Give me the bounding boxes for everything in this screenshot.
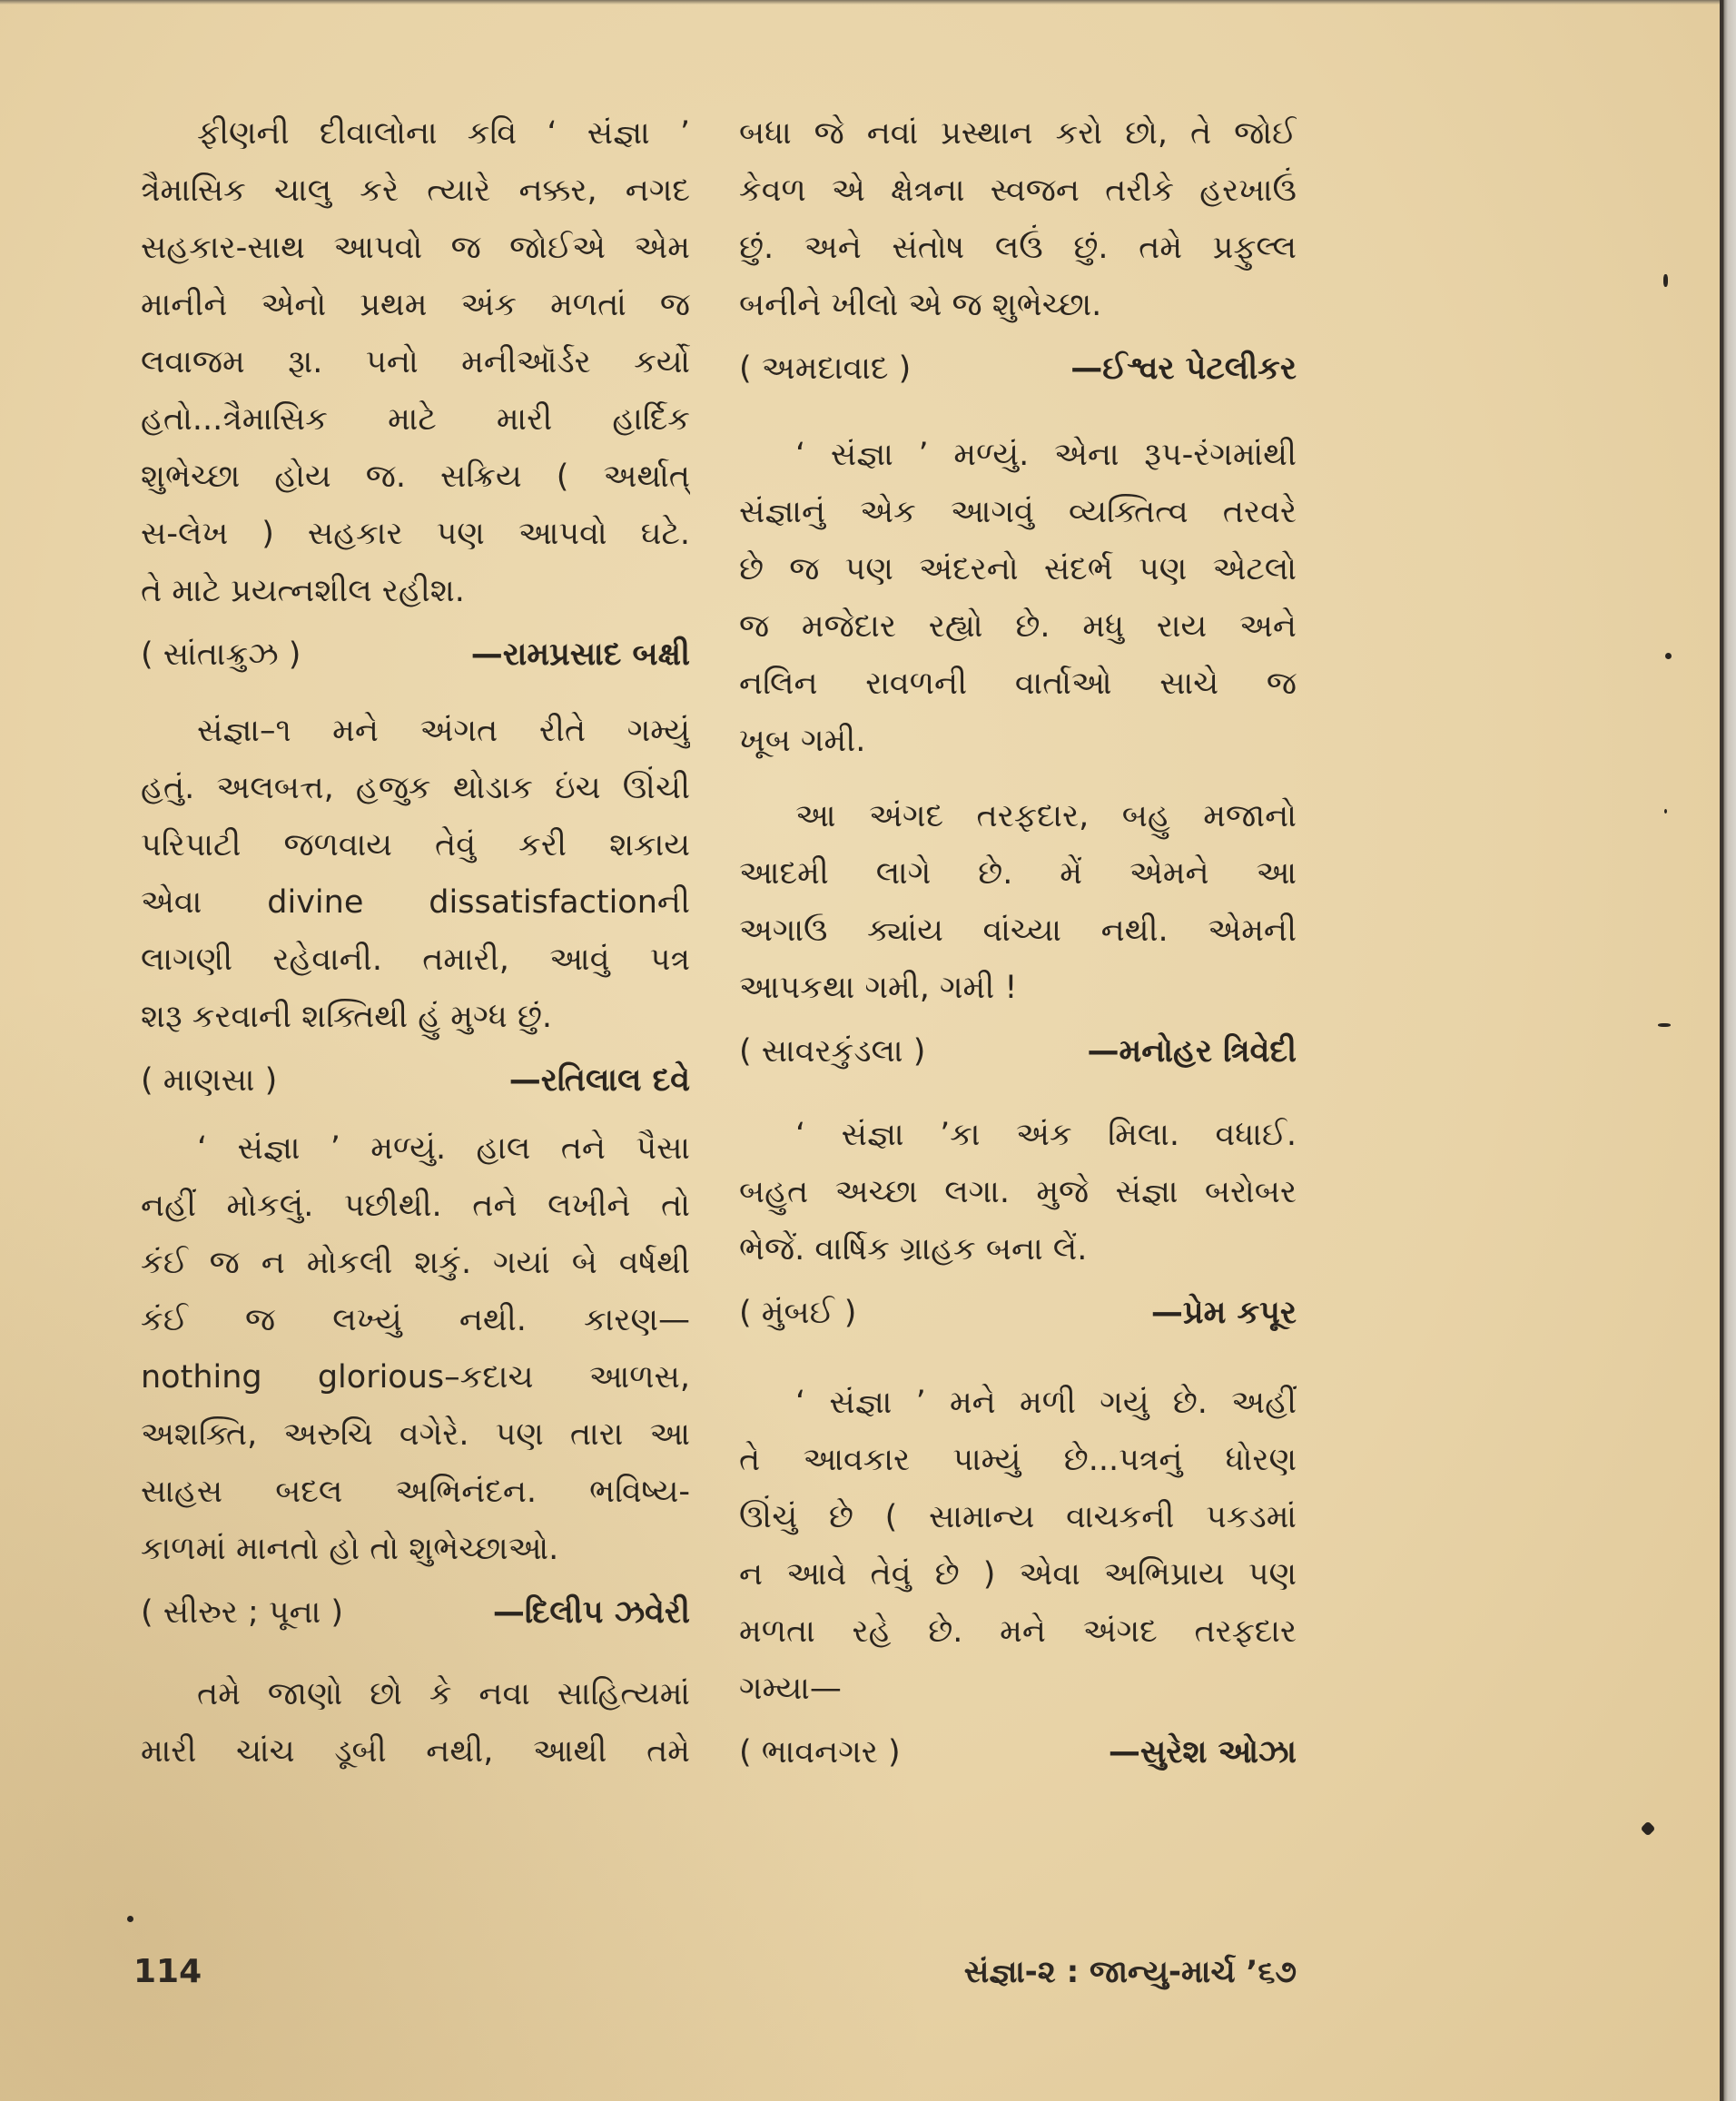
letter-text-line: પરિપાટી જળવાય તેવું કરી શકાય xyxy=(141,827,690,863)
letter-text-line: જ મજેદાર રહ્યો છે. મધુ રાય અને xyxy=(739,608,1297,645)
letter-text-line: ગમ્યા— xyxy=(739,1671,842,1707)
letter-block xyxy=(141,1666,690,1780)
letter-block xyxy=(141,105,690,684)
letter-signature-row xyxy=(739,1285,1297,1342)
letter-text-line: શરૂ કરવાની શક્તિથી હું મુગ્ધ છું. xyxy=(141,999,553,1035)
letter-signature-row xyxy=(141,1052,690,1110)
letter-text-line: nothing glorious–કદાચ આળસ, xyxy=(141,1359,690,1396)
letter-text-line: ભેજેં. વાર્ષિક ગ્રાહક બના લેં. xyxy=(739,1231,1088,1268)
letter-signature-row xyxy=(141,1584,690,1642)
letter-text-line: અશક્તિ, અરુચિ વગેરે. પણ તારા આ xyxy=(141,1416,690,1453)
letter-author: —રતિલાલ દવે xyxy=(508,1062,690,1099)
letter-text-line: આપકથા ગમી, ગમી ! xyxy=(739,970,1018,1006)
letter-text-line: શુભેચ્છા હોય જ. સક્રિય ( અર્થાત્ xyxy=(141,459,690,495)
letter-block xyxy=(739,1107,1297,1342)
scan-speck xyxy=(127,1916,133,1922)
letter-text-line: છે જ પણ અંદરનો સંદર્ભ પણ એટલો xyxy=(739,551,1297,587)
letter-text-line: બધા જે નવાં પ્રસ્થાન કરો છો, તે જોઈ xyxy=(739,115,1297,152)
letter-text-line: ‘ સંજ્ઞા ’ મળ્યું. એના રૂપ-રંગમાંથી xyxy=(795,437,1297,473)
letter-text-line: છું. અને સંતોષ લઉં છું. તમે પ્રફુલ્લ xyxy=(739,230,1297,266)
letter-text-line: આદમી લાગે છે. મેં એમને આ xyxy=(739,855,1297,892)
letter-author: —રામપ્રસાદ બક્ષી xyxy=(470,636,690,673)
letter-text-line: કંઈ જ ન મોકલી શકું. ગયાં બે વર્ષથી xyxy=(141,1245,690,1281)
letter-text-line: સાહસ બદલ અભિનંદન. ભવિષ્ય- xyxy=(141,1474,690,1510)
letter-text-line: લવાજમ રૂા. ૫નો મનીઑર્ડર કર્યો xyxy=(141,344,690,380)
letter-text-line: સ-લેખ ) સહકાર પણ આપવો ઘટે. xyxy=(141,516,690,552)
letter-block xyxy=(141,1120,690,1642)
letter-text-line: માનીને એનો પ્રથમ અંક મળતાં જ xyxy=(141,287,690,323)
letter-block xyxy=(739,105,1297,398)
letter-place: ( મુંબઈ ) xyxy=(739,1295,857,1331)
letter-text-line: નહીં મોકલું. પછીથી. તને લખીને તો xyxy=(141,1188,690,1224)
letter-signature-row xyxy=(141,626,690,684)
letter-author: —દિલીપ ઝવેરી xyxy=(492,1594,690,1631)
letter-text-line: મારી ચાંચ ડૂબી નથી, આથી તમે xyxy=(141,1733,690,1770)
letter-place: ( ભાવનગર ) xyxy=(739,1734,901,1771)
letter-block xyxy=(739,1375,1297,1781)
letter-text-line: કાળમાં માનતો હો તો શુભેચ્છાઓ. xyxy=(141,1531,559,1567)
letter-text-line: અગાઉ ક્યાંય વાંચ્યા નથી. એમની xyxy=(739,912,1297,949)
letter-place: ( સીરુર ; પૂના ) xyxy=(141,1594,344,1631)
letter-author: —મનોહર ત્રિવેદી xyxy=(1087,1033,1297,1070)
letter-place: ( સાવરકુંડલા ) xyxy=(739,1033,926,1070)
letter-text-line: બહુત અચ્છા લગા. મુજે સંજ્ઞા બરોબર xyxy=(739,1174,1297,1210)
letter-text-line: ‘ સંજ્ઞા ’ મળ્યું. હાલ તને પૈસા xyxy=(197,1130,690,1167)
scan-speck xyxy=(1664,809,1667,814)
letter-text-line: ત્રૈમાસિક ચાલુ કરે ત્યારે નક્કર, નગદ xyxy=(141,173,690,209)
letter-text-line: ફીણની દીવાલોના કવિ ‘ સંજ્ઞા ’ xyxy=(197,115,690,152)
letter-text-line: તે માટે પ્રયત્નશીલ રહીશ. xyxy=(141,573,465,609)
letter-signature-row xyxy=(739,1724,1297,1781)
letter-place: ( અમદાવાદ ) xyxy=(739,350,912,387)
letter-text-line: સંજ્ઞાનું એક આગવું વ્યક્તિત્વ તરવરે xyxy=(739,494,1297,530)
scan-speck xyxy=(1658,1023,1671,1027)
letter-text-line: હતું. અલબત્ત, હજુક થોડાક ઇંચ ઊંચી xyxy=(141,770,690,806)
letter-text-line: ‘ સંજ્ઞા ’ મને મળી ગયું છે. અહીં xyxy=(795,1385,1297,1421)
left-column xyxy=(141,0,690,2101)
right-column xyxy=(739,0,1297,2101)
letter-text-line: હતો...ત્રૈમાસિક માટે મારી હાર્દિક xyxy=(141,401,690,438)
letter-text-line: ‘ સંજ્ઞા ’કા અંક મિલા. વધાઈ. xyxy=(795,1117,1297,1153)
letter-text-line: ન આવે તેવું છે ) એવા અભિપ્રાય પણ xyxy=(739,1556,1297,1593)
letter-author: —સુરેશ ઓઝા xyxy=(1108,1734,1297,1771)
letter-text-line: કેવળ એ ક્ષેત્રના સ્વજન તરીકે હરખાઉં xyxy=(739,173,1297,209)
letter-signature-row xyxy=(739,340,1297,398)
letter-text-line: સહકાર-સાથ આપવો જ જોઈએ એમ xyxy=(141,230,690,266)
letter-author: —પ્રેમ કપૂર xyxy=(1150,1295,1297,1331)
issue-info: સંજ્ઞા-૨ : જાન્યુ-માર્ચ ’૬૭ xyxy=(963,1954,1297,1990)
letter-block xyxy=(739,788,1297,1080)
letter-text-line: કંઈ જ લખ્યું નથી. કારણ— xyxy=(141,1302,690,1338)
letter-text-line: મળતા રહે છે. મને અંગદ તરફદાર xyxy=(739,1613,1297,1650)
scan-edge-right xyxy=(1720,0,1736,2101)
letter-block xyxy=(141,703,690,1110)
letter-text-line: લાગણી રહેવાની. તમારી, આવું પત્ર xyxy=(141,942,690,978)
scan-speck xyxy=(1665,653,1672,659)
page-number: 114 xyxy=(133,1953,202,1990)
letter-text-line: આ અંગદ તરફદાર, બહુ મજાનો xyxy=(795,798,1297,834)
letter-text-line: તે આવકાર પામ્યું છે...પત્રનું ધોરણ xyxy=(739,1442,1297,1478)
letter-place: ( માણસા ) xyxy=(141,1062,278,1099)
letter-block xyxy=(739,427,1297,770)
letter-text-line: ખૂબ ગમી. xyxy=(739,723,866,759)
letter-text-line: ઊંચું છે ( સામાન્ય વાચકની પકડમાં xyxy=(739,1499,1297,1535)
letter-text-line: સંજ્ઞા–૧ મને અંગત રીતે ગમ્યું xyxy=(197,713,690,749)
scan-speck xyxy=(1663,274,1668,287)
letter-signature-row xyxy=(739,1023,1297,1080)
scan-speck xyxy=(1641,1821,1656,1837)
letter-text-line: તમે જાણો છો કે નવા સાહિત્યમાં xyxy=(197,1676,690,1712)
letter-place: ( સાંતાક્રુઝ ) xyxy=(141,636,301,673)
letter-text-line: બનીને ખીલો એ જ શુભેચ્છા. xyxy=(739,287,1102,323)
letter-text-line: નલિન રાવળની વાર્તાઓ સાચે જ xyxy=(739,666,1297,702)
letter-text-line: એવા divine dissatisfactionની xyxy=(141,884,690,921)
letter-author: —ઈશ્વર પેટલીકર xyxy=(1070,350,1297,387)
